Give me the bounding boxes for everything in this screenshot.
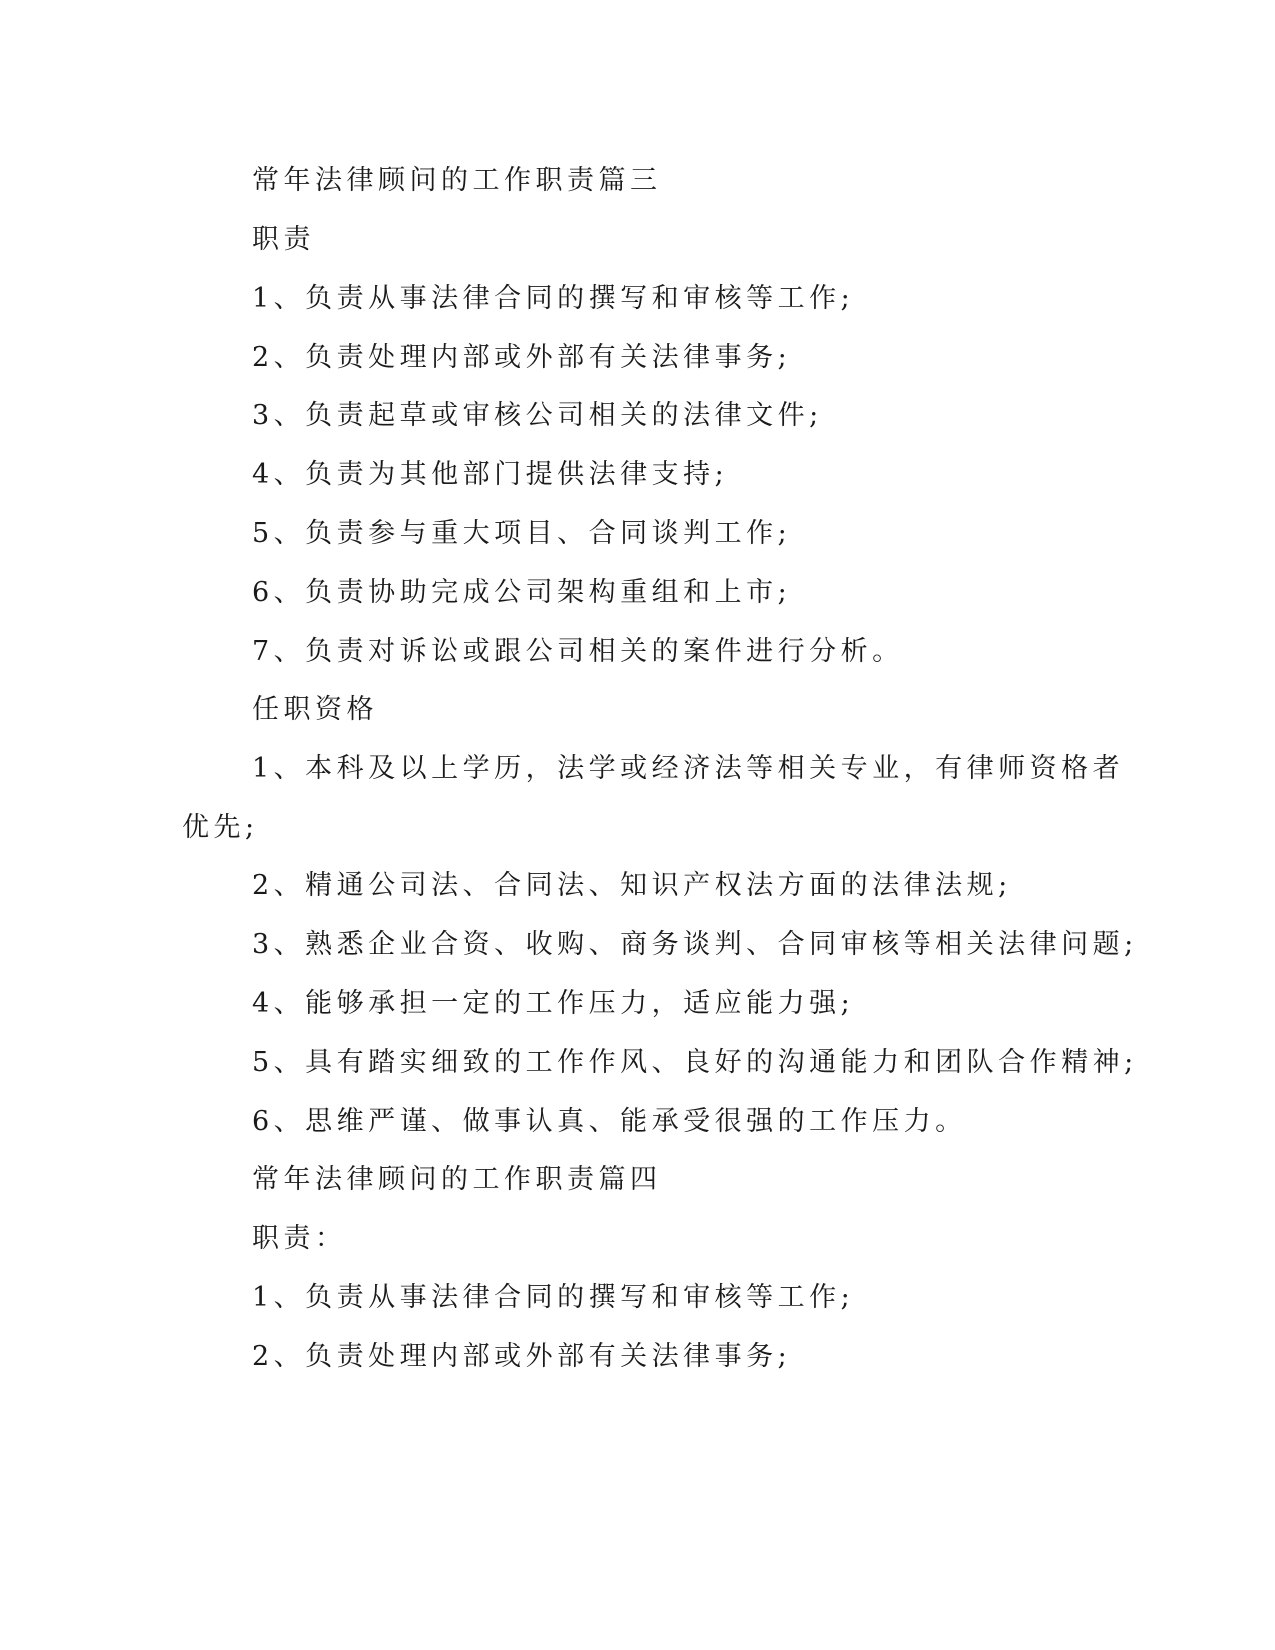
section-3-title: 常年法律顾问的工作职责篇三 xyxy=(252,165,662,196)
qualification-item-line2: 优先; xyxy=(182,812,259,843)
qualification-item: 4、能够承担一定的工作压力，适应能力强; xyxy=(252,988,855,1019)
qualification-item: 3、熟悉企业合资、收购、商务谈判、合同审核等相关法律问题; xyxy=(252,929,1138,960)
duty-item: 1、负责从事法律合同的撰写和审核等工作; xyxy=(252,1282,855,1313)
section-4-title: 常年法律顾问的工作职责篇四 xyxy=(252,1164,662,1195)
duty-item: 4、负责为其他部门提供法律支持; xyxy=(252,459,729,490)
qualification-item-line1: 1、本科及以上学历，法学或经济法等相关专业，有律师资格者 xyxy=(252,753,1125,784)
section-3-duties-heading: 职责 xyxy=(252,224,315,255)
qualification-item: 6、思维严谨、做事认真、能承受很强的工作压力。 xyxy=(252,1106,967,1137)
qualification-item: 5、具有踏实细致的工作作风、良好的沟通能力和团队合作精神; xyxy=(252,1047,1138,1078)
qualification-item: 2、精通公司法、合同法、知识产权法方面的法律法规; xyxy=(252,870,1012,901)
duty-item: 2、负责处理内部或外部有关法律事务; xyxy=(252,342,792,373)
duty-item: 5、负责参与重大项目、合同谈判工作; xyxy=(252,518,792,549)
duty-item: 7、负责对诉讼或跟公司相关的案件进行分析。 xyxy=(252,636,904,667)
duty-item: 6、负责协助完成公司架构重组和上市; xyxy=(252,577,792,608)
duty-item: 2、负责处理内部或外部有关法律事务; xyxy=(252,1341,792,1372)
section-3-qualifications-heading: 任职资格 xyxy=(252,694,378,725)
duty-item: 1、负责从事法律合同的撰写和审核等工作; xyxy=(252,283,855,314)
section-4-duties-heading: 职责： xyxy=(252,1223,347,1254)
duty-item: 3、负责起草或审核公司相关的法律文件; xyxy=(252,400,823,431)
